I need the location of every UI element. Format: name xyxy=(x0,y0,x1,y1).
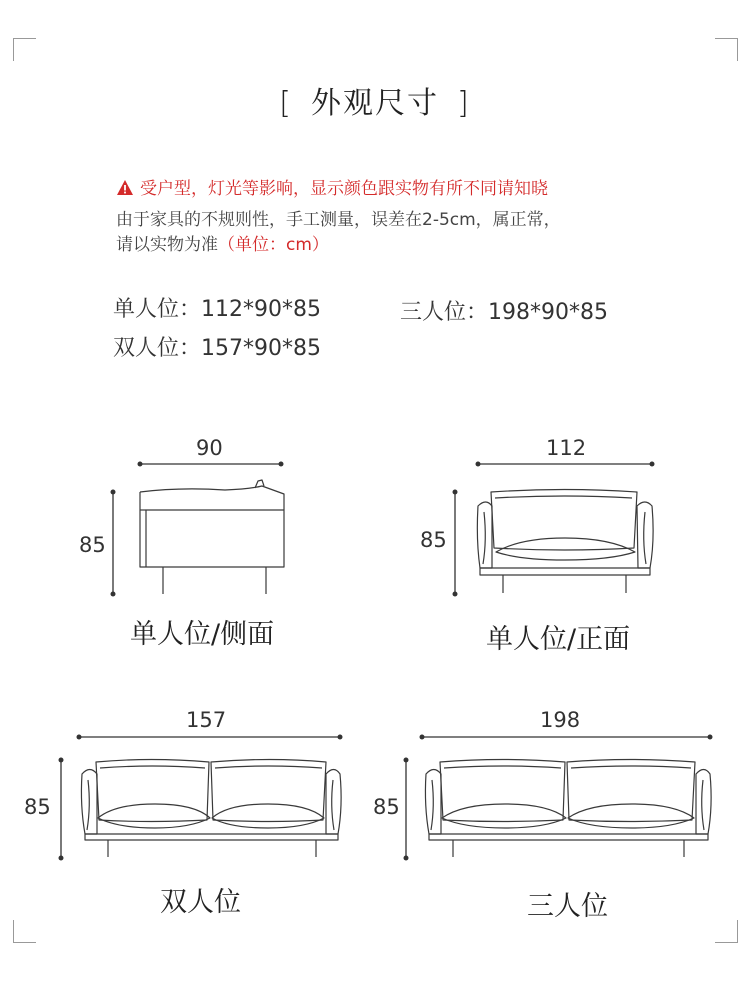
double-height-label: 85 xyxy=(24,795,51,819)
triple-caption: 三人位 xyxy=(527,891,608,922)
triple-height-label: 85 xyxy=(373,795,400,819)
spec-triple: 三人位：198*90*85 xyxy=(400,300,608,325)
double-seat-drawing xyxy=(59,735,343,861)
double-width-label: 157 xyxy=(186,708,227,732)
single-front-height-label: 85 xyxy=(420,528,447,552)
title-bracket-left: [ xyxy=(279,86,293,121)
single-front-view-drawing xyxy=(453,462,655,597)
note-line-1: 由于家具的不规则性，手工测量，误差在2-5cm，属正常， xyxy=(116,210,561,230)
single-side-height-label: 85 xyxy=(79,533,106,557)
single-front-caption: 单人位/正面 xyxy=(486,624,631,655)
single-side-caption: 单人位/侧面 xyxy=(130,619,275,650)
unit-note: （单位：cm） xyxy=(218,235,329,255)
spec-double: 双人位：157*90*85 xyxy=(113,336,321,361)
triple-width-label: 198 xyxy=(540,708,581,732)
triple-seat-drawing xyxy=(404,735,713,861)
title-bracket-right: ] xyxy=(457,86,471,121)
double-caption: 双人位 xyxy=(160,887,241,918)
warning-text: 受户型，灯光等影响，显示颜色跟实物有所不同请知晓 xyxy=(140,179,548,199)
single-side-width-label: 90 xyxy=(196,436,223,460)
note-line-2-text: 请以实物为准 xyxy=(116,235,218,255)
single-side-view-drawing xyxy=(111,462,285,597)
title-text: 外观尺寸 xyxy=(311,86,439,121)
spec-single: 单人位：112*90*85 xyxy=(113,297,321,322)
single-front-width-label: 112 xyxy=(546,436,587,460)
